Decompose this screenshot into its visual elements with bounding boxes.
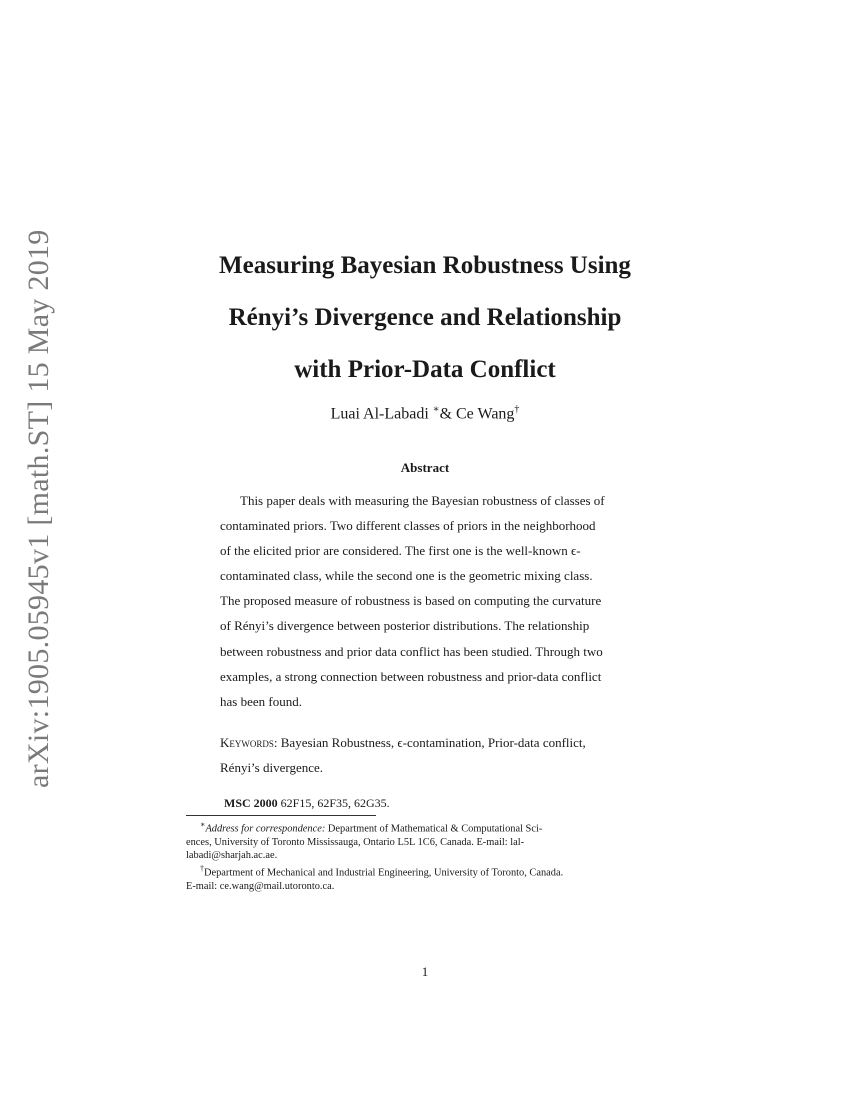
- abstract-line: The proposed measure of robustness is based on computing the curvature: [220, 593, 602, 609]
- title-line: Rényi’s Divergence and Relationship: [228, 304, 622, 331]
- paper-title: [160, 240, 690, 396]
- author-first: Luai Al-Labadi: [330, 405, 433, 423]
- footnote-2-text: Department of Mechanical and Industrial Engineering, University of Toronto, Canada.: [204, 867, 564, 879]
- abstract-line: of the elicited prior are considered. The first one is the well-known ϵ-: [220, 543, 581, 559]
- abstract-line: of Rényi’s divergence between posterior distributions. The relationship: [220, 618, 590, 634]
- footnote-2-line: [186, 862, 663, 880]
- abstract-line: has been found.: [220, 693, 302, 709]
- footnote-1-line: [186, 818, 663, 836]
- footnote-1-line: labadi@sharjah.ac.ae.: [186, 849, 278, 861]
- abstract-line: contaminated class, while the second one is the geometric mixing class.: [220, 568, 593, 584]
- footnote-1-mark: ∗: [200, 820, 206, 829]
- author-second-footnote-mark: †: [514, 404, 520, 415]
- keywords-block: [220, 730, 630, 780]
- footnotes: [186, 818, 663, 893]
- footnote-1-line: ences, University of Toronto Mississauga, Ontario L5L 1C6, Canada. E-mail: lal-: [186, 836, 525, 848]
- abstract-line: examples, a strong connection between robustness and prior-data conflict: [220, 668, 602, 684]
- title-line: with Prior-Data Conflict: [294, 356, 556, 383]
- keywords-line: [220, 730, 630, 755]
- abstract-line: contaminated priors. Two different classes of priors in the neighborhood: [220, 518, 596, 534]
- msc-classification: [224, 796, 390, 811]
- msc-label: MSC 2000: [224, 796, 278, 810]
- keywords-line-2: Rényi’s divergence.: [220, 760, 324, 776]
- footnote-2-mark: †: [200, 864, 204, 874]
- author-first-footnote-mark: ∗: [432, 404, 440, 415]
- footnote-divider: [186, 815, 376, 816]
- keywords-label: Keywords:: [220, 735, 278, 750]
- page-number: 1: [421, 964, 429, 979]
- footnote-1-text: Department of Mathematical & Computational Sci-: [325, 823, 543, 835]
- footnote-1-label: Address for correspondence:: [205, 823, 326, 835]
- abstract-body: [220, 488, 630, 714]
- author-list: [160, 404, 690, 423]
- abstract-line: This paper deals with measuring the Bayesian robustness of classes of: [240, 493, 605, 508]
- title-line: Measuring Bayesian Robustness Using: [219, 252, 631, 279]
- msc-codes: 62F15, 62F35, 62G35.: [277, 796, 390, 810]
- arxiv-identifier-stamp: arXiv:1905.05945v1 [math.ST] 15 May 2019: [22, 229, 55, 788]
- author-second: & Ce Wang: [439, 405, 515, 423]
- abstract-line: between robustness and prior data conflict has been studied. Through two: [220, 643, 603, 659]
- footnote-2-line: E-mail: ce.wang@mail.utoronto.ca.: [186, 880, 335, 892]
- keywords-text: Bayesian Robustness, ϵ-contamination, Prior-data conflict,: [280, 735, 586, 750]
- abstract-heading: Abstract: [400, 460, 450, 475]
